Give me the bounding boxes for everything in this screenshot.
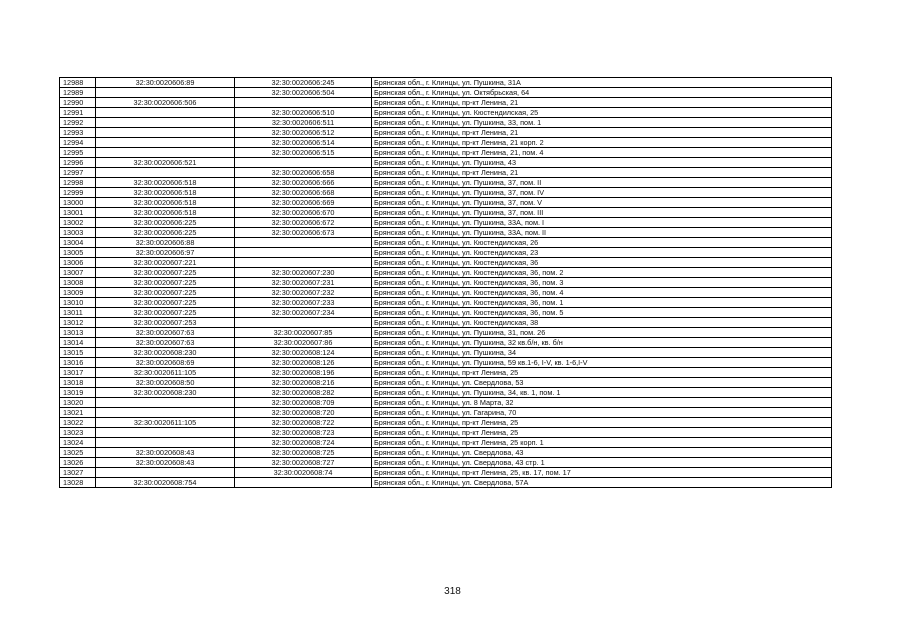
- object-cadastral-number-cell: 32:30:0020606:668: [235, 188, 372, 198]
- object-cadastral-number-cell: 32:30:0020606:672: [235, 218, 372, 228]
- object-cadastral-number-cell: 32:30:0020607:232: [235, 288, 372, 298]
- address-cell: Брянская обл., г. Клинцы, ул. Кюстендилская, 36, пом. 2: [372, 268, 832, 278]
- object-cadastral-number-cell: [235, 318, 372, 328]
- parcel-cadastral-number-cell: [96, 118, 235, 128]
- address-cell: Брянская обл., г. Клинцы, ул. Пушкина, 37, пом. III: [372, 208, 832, 218]
- row-number-cell: 12999: [60, 188, 96, 198]
- address-cell: Брянская обл., г. Клинцы, пр-кт Ленина, 25 корп. 1: [372, 438, 832, 448]
- parcel-cadastral-number-cell: 32:30:0020606:225: [96, 218, 235, 228]
- row-number-cell: 13021: [60, 408, 96, 418]
- address-cell: Брянская обл., г. Клинцы, ул. Пушкина, 37, пом. IV: [372, 188, 832, 198]
- address-cell: Брянская обл., г. Клинцы, ул. Кюстендилская, 25: [372, 108, 832, 118]
- table-row: [60, 478, 832, 488]
- address-cell: Брянская обл., г. Клинцы, ул. Пушкина, 33, пом. 1: [372, 118, 832, 128]
- address-cell: Брянская обл., г. Клинцы, пр-кт Ленина, 21: [372, 98, 832, 108]
- address-cell: Брянская обл., г. Клинцы, ул. Кюстендилская, 36: [372, 258, 832, 268]
- object-cadastral-number-cell: 32:30:0020606:669: [235, 198, 372, 208]
- address-cell: Брянская обл., г. Клинцы, ул. Пушкина, 32 кв.б/н, кв. б/н: [372, 338, 832, 348]
- parcel-cadastral-number-cell: 32:30:0020608:43: [96, 448, 235, 458]
- parcel-cadastral-number-cell: 32:30:0020608:43: [96, 458, 235, 468]
- table-row: [60, 108, 832, 118]
- address-cell: Брянская обл., г. Клинцы, ул. Пушкина, 34, кв. 1, пом. 1: [372, 388, 832, 398]
- object-cadastral-number-cell: 32:30:0020606:658: [235, 168, 372, 178]
- page-number: 318: [444, 586, 461, 597]
- row-number-cell: 13009: [60, 288, 96, 298]
- table-row: [60, 448, 832, 458]
- row-number-cell: 13000: [60, 198, 96, 208]
- table-row: [60, 288, 832, 298]
- parcel-cadastral-number-cell: 32:30:0020607:225: [96, 288, 235, 298]
- object-cadastral-number-cell: 32:30:0020608:196: [235, 368, 372, 378]
- parcel-cadastral-number-cell: [96, 108, 235, 118]
- address-cell: Брянская обл., г. Клинцы, пр-кт Ленина, 21, пом. 4: [372, 148, 832, 158]
- object-cadastral-number-cell: 32:30:0020608:124: [235, 348, 372, 358]
- object-cadastral-number-cell: 32:30:0020608:724: [235, 438, 372, 448]
- object-cadastral-number-cell: [235, 478, 372, 488]
- object-cadastral-number-cell: 32:30:0020606:515: [235, 148, 372, 158]
- row-number-cell: 13001: [60, 208, 96, 218]
- row-number-cell: 12991: [60, 108, 96, 118]
- parcel-cadastral-number-cell: [96, 128, 235, 138]
- table-row: [60, 338, 832, 348]
- parcel-cadastral-number-cell: 32:30:0020607:225: [96, 308, 235, 318]
- object-cadastral-number-cell: 32:30:0020608:74: [235, 468, 372, 478]
- address-cell: Брянская обл., г. Клинцы, ул. Пушкина, 31, пом. 26: [372, 328, 832, 338]
- object-cadastral-number-cell: 32:30:0020608:216: [235, 378, 372, 388]
- table-row: [60, 208, 832, 218]
- address-cell: Брянская обл., г. Клинцы, ул. Свердлова, 43 стр. 1: [372, 458, 832, 468]
- address-cell: Брянская обл., г. Клинцы, пр-кт Ленина, 21 корп. 2: [372, 138, 832, 148]
- table-row: [60, 258, 832, 268]
- object-cadastral-number-cell: 32:30:0020606:510: [235, 108, 372, 118]
- parcel-cadastral-number-cell: 32:30:0020607:225: [96, 298, 235, 308]
- table-row: [60, 318, 832, 328]
- table-row: [60, 308, 832, 318]
- address-cell: Брянская обл., г. Клинцы, ул. 8 Марта, 32: [372, 398, 832, 408]
- object-cadastral-number-cell: 32:30:0020606:670: [235, 208, 372, 218]
- row-number-cell: 13012: [60, 318, 96, 328]
- address-cell: Брянская обл., г. Клинцы, ул. Пушкина, 34: [372, 348, 832, 358]
- address-cell: Брянская обл., г. Клинцы, пр-кт Ленина, 21: [372, 168, 832, 178]
- object-cadastral-number-cell: [235, 258, 372, 268]
- address-cell: Брянская обл., г. Клинцы, ул. Кюстендилская, 26: [372, 238, 832, 248]
- row-number-cell: 12994: [60, 138, 96, 148]
- parcel-cadastral-number-cell: 32:30:0020608:50: [96, 378, 235, 388]
- parcel-cadastral-number-cell: [96, 438, 235, 448]
- address-cell: Брянская обл., г. Клинцы, ул. Пушкина, 33А, пом. I: [372, 218, 832, 228]
- row-number-cell: 13020: [60, 398, 96, 408]
- address-cell: Брянская обл., г. Клинцы, ул. Кюстендилская, 23: [372, 248, 832, 258]
- row-number-cell: 13026: [60, 458, 96, 468]
- table-row: [60, 158, 832, 168]
- parcel-cadastral-number-cell: 32:30:0020606:518: [96, 198, 235, 208]
- table-row: [60, 188, 832, 198]
- row-number-cell: 13028: [60, 478, 96, 488]
- cadastral-registry-table: [59, 77, 832, 488]
- row-number-cell: 13011: [60, 308, 96, 318]
- table-row: [60, 428, 832, 438]
- address-cell: Брянская обл., г. Клинцы, пр-кт Ленина, 21: [372, 128, 832, 138]
- row-number-cell: 12996: [60, 158, 96, 168]
- table-row: [60, 298, 832, 308]
- table-row: [60, 168, 832, 178]
- row-number-cell: 13002: [60, 218, 96, 228]
- table-row: [60, 118, 832, 128]
- row-number-cell: 13016: [60, 358, 96, 368]
- row-number-cell: 13014: [60, 338, 96, 348]
- object-cadastral-number-cell: 32:30:0020608:126: [235, 358, 372, 368]
- row-number-cell: 12989: [60, 88, 96, 98]
- table-row: [60, 88, 832, 98]
- address-cell: Брянская обл., г. Клинцы, ул. Октябрьская, 64: [372, 88, 832, 98]
- address-cell: Брянская обл., г. Клинцы, пр-кт Ленина, 25: [372, 418, 832, 428]
- object-cadastral-number-cell: [235, 98, 372, 108]
- object-cadastral-number-cell: 32:30:0020607:230: [235, 268, 372, 278]
- table-row: [60, 198, 832, 208]
- address-cell: Брянская обл., г. Клинцы, ул. Свердлова, 57А: [372, 478, 832, 488]
- parcel-cadastral-number-cell: 32:30:0020608:69: [96, 358, 235, 368]
- table-row: [60, 328, 832, 338]
- object-cadastral-number-cell: 32:30:0020607:231: [235, 278, 372, 288]
- table-row: [60, 178, 832, 188]
- parcel-cadastral-number-cell: 32:30:0020608:230: [96, 388, 235, 398]
- parcel-cadastral-number-cell: 32:30:0020606:506: [96, 98, 235, 108]
- table-row: [60, 78, 832, 88]
- parcel-cadastral-number-cell: 32:30:0020606:518: [96, 208, 235, 218]
- object-cadastral-number-cell: 32:30:0020606:666: [235, 178, 372, 188]
- row-number-cell: 13023: [60, 428, 96, 438]
- object-cadastral-number-cell: 32:30:0020606:514: [235, 138, 372, 148]
- table-row: [60, 388, 832, 398]
- parcel-cadastral-number-cell: 32:30:0020606:88: [96, 238, 235, 248]
- address-cell: Брянская обл., г. Клинцы, ул. Кюстендилская, 38: [372, 318, 832, 328]
- table-row: [60, 238, 832, 248]
- parcel-cadastral-number-cell: [96, 88, 235, 98]
- address-cell: Брянская обл., г. Клинцы, ул. Пушкина, 59 кв.1-6, I-V, кв. 1-6,I-V: [372, 358, 832, 368]
- parcel-cadastral-number-cell: [96, 148, 235, 158]
- row-number-cell: 12997: [60, 168, 96, 178]
- object-cadastral-number-cell: 32:30:0020606:504: [235, 88, 372, 98]
- address-cell: Брянская обл., г. Клинцы, ул. Кюстендилская, 36, пом. 1: [372, 298, 832, 308]
- table-row: [60, 138, 832, 148]
- object-cadastral-number-cell: 32:30:0020608:725: [235, 448, 372, 458]
- object-cadastral-number-cell: 32:30:0020607:233: [235, 298, 372, 308]
- address-cell: Брянская обл., г. Клинцы, ул. Свердлова, 43: [372, 448, 832, 458]
- parcel-cadastral-number-cell: 32:30:0020606:518: [96, 188, 235, 198]
- row-number-cell: 12993: [60, 128, 96, 138]
- table-row: [60, 368, 832, 378]
- row-number-cell: 13007: [60, 268, 96, 278]
- row-number-cell: 13005: [60, 248, 96, 258]
- object-cadastral-number-cell: 32:30:0020608:282: [235, 388, 372, 398]
- address-cell: Брянская обл., г. Клинцы, ул. Кюстендилская, 36, пом. 4: [372, 288, 832, 298]
- table-row: [60, 268, 832, 278]
- table-row: [60, 218, 832, 228]
- address-cell: Брянская обл., г. Клинцы, ул. Пушкина, 37, пом. II: [372, 178, 832, 188]
- object-cadastral-number-cell: 32:30:0020606:512: [235, 128, 372, 138]
- address-cell: Брянская обл., г. Клинцы, ул. Кюстендилская, 36, пом. 3: [372, 278, 832, 288]
- table-row: [60, 128, 832, 138]
- address-cell: Брянская обл., г. Клинцы, ул. Свердлова, 53: [372, 378, 832, 388]
- object-cadastral-number-cell: 32:30:0020608:727: [235, 458, 372, 468]
- parcel-cadastral-number-cell: 32:30:0020611:105: [96, 418, 235, 428]
- object-cadastral-number-cell: 32:30:0020606:245: [235, 78, 372, 88]
- object-cadastral-number-cell: [235, 248, 372, 258]
- table-row: [60, 468, 832, 478]
- object-cadastral-number-cell: 32:30:0020607:234: [235, 308, 372, 318]
- parcel-cadastral-number-cell: 32:30:0020611:105: [96, 368, 235, 378]
- table-row: [60, 348, 832, 358]
- address-cell: Брянская обл., г. Клинцы, пр-кт Ленина, 25: [372, 368, 832, 378]
- address-cell: Брянская обл., г. Клинцы, ул. Кюстендилская, 36, пом. 5: [372, 308, 832, 318]
- parcel-cadastral-number-cell: 32:30:0020607:225: [96, 278, 235, 288]
- object-cadastral-number-cell: 32:30:0020608:709: [235, 398, 372, 408]
- address-cell: Брянская обл., г. Клинцы, ул. Пушкина, 43: [372, 158, 832, 168]
- parcel-cadastral-number-cell: 32:30:0020607:63: [96, 328, 235, 338]
- address-cell: Брянская обл., г. Клинцы, пр-кт Ленина, 25: [372, 428, 832, 438]
- row-number-cell: 13022: [60, 418, 96, 428]
- row-number-cell: 13025: [60, 448, 96, 458]
- object-cadastral-number-cell: [235, 158, 372, 168]
- parcel-cadastral-number-cell: 32:30:0020608:230: [96, 348, 235, 358]
- parcel-cadastral-number-cell: 32:30:0020606:89: [96, 78, 235, 88]
- row-number-cell: 13019: [60, 388, 96, 398]
- table-row: [60, 248, 832, 258]
- table-row: [60, 408, 832, 418]
- parcel-cadastral-number-cell: [96, 168, 235, 178]
- table-body: [60, 78, 832, 488]
- object-cadastral-number-cell: 32:30:0020608:722: [235, 418, 372, 428]
- row-number-cell: 13017: [60, 368, 96, 378]
- parcel-cadastral-number-cell: 32:30:0020607:63: [96, 338, 235, 348]
- parcel-cadastral-number-cell: 32:30:0020607:253: [96, 318, 235, 328]
- row-number-cell: 13027: [60, 468, 96, 478]
- row-number-cell: 12992: [60, 118, 96, 128]
- table-row: [60, 148, 832, 158]
- parcel-cadastral-number-cell: 32:30:0020607:225: [96, 268, 235, 278]
- parcel-cadastral-number-cell: 32:30:0020606:97: [96, 248, 235, 258]
- row-number-cell: 13024: [60, 438, 96, 448]
- object-cadastral-number-cell: 32:30:0020606:673: [235, 228, 372, 238]
- parcel-cadastral-number-cell: 32:30:0020608:754: [96, 478, 235, 488]
- object-cadastral-number-cell: 32:30:0020608:720: [235, 408, 372, 418]
- parcel-cadastral-number-cell: 32:30:0020607:221: [96, 258, 235, 268]
- object-cadastral-number-cell: [235, 238, 372, 248]
- table-row: [60, 398, 832, 408]
- parcel-cadastral-number-cell: 32:30:0020606:518: [96, 178, 235, 188]
- row-number-cell: 13003: [60, 228, 96, 238]
- address-cell: Брянская обл., г. Клинцы, пр-кт Ленина, 25, кв. 17, пом. 17: [372, 468, 832, 478]
- row-number-cell: 12998: [60, 178, 96, 188]
- row-number-cell: 13018: [60, 378, 96, 388]
- row-number-cell: 13008: [60, 278, 96, 288]
- object-cadastral-number-cell: 32:30:0020608:723: [235, 428, 372, 438]
- row-number-cell: 13015: [60, 348, 96, 358]
- table-row: [60, 438, 832, 448]
- row-number-cell: 13004: [60, 238, 96, 248]
- row-number-cell: 12995: [60, 148, 96, 158]
- table-row: [60, 278, 832, 288]
- row-number-cell: 13013: [60, 328, 96, 338]
- parcel-cadastral-number-cell: [96, 398, 235, 408]
- table-row: [60, 98, 832, 108]
- row-number-cell: 12988: [60, 78, 96, 88]
- object-cadastral-number-cell: 32:30:0020606:511: [235, 118, 372, 128]
- object-cadastral-number-cell: 32:30:0020607:86: [235, 338, 372, 348]
- address-cell: Брянская обл., г. Клинцы, ул. Пушкина, 33А, пом. II: [372, 228, 832, 238]
- table-row: [60, 228, 832, 238]
- address-cell: Брянская обл., г. Клинцы, ул. Пушкина, 37, пом. V: [372, 198, 832, 208]
- parcel-cadastral-number-cell: 32:30:0020606:521: [96, 158, 235, 168]
- table-row: [60, 378, 832, 388]
- parcel-cadastral-number-cell: 32:30:0020606:225: [96, 228, 235, 238]
- table-row: [60, 358, 832, 368]
- parcel-cadastral-number-cell: [96, 408, 235, 418]
- table-row: [60, 418, 832, 428]
- address-cell: Брянская обл., г. Клинцы, ул. Гагарина, 70: [372, 408, 832, 418]
- row-number-cell: 13006: [60, 258, 96, 268]
- object-cadastral-number-cell: 32:30:0020607:85: [235, 328, 372, 338]
- row-number-cell: 13010: [60, 298, 96, 308]
- parcel-cadastral-number-cell: [96, 428, 235, 438]
- parcel-cadastral-number-cell: [96, 468, 235, 478]
- address-cell: Брянская обл., г. Клинцы, ул. Пушкина, 31А: [372, 78, 832, 88]
- parcel-cadastral-number-cell: [96, 138, 235, 148]
- row-number-cell: 12990: [60, 98, 96, 108]
- table-row: [60, 458, 832, 468]
